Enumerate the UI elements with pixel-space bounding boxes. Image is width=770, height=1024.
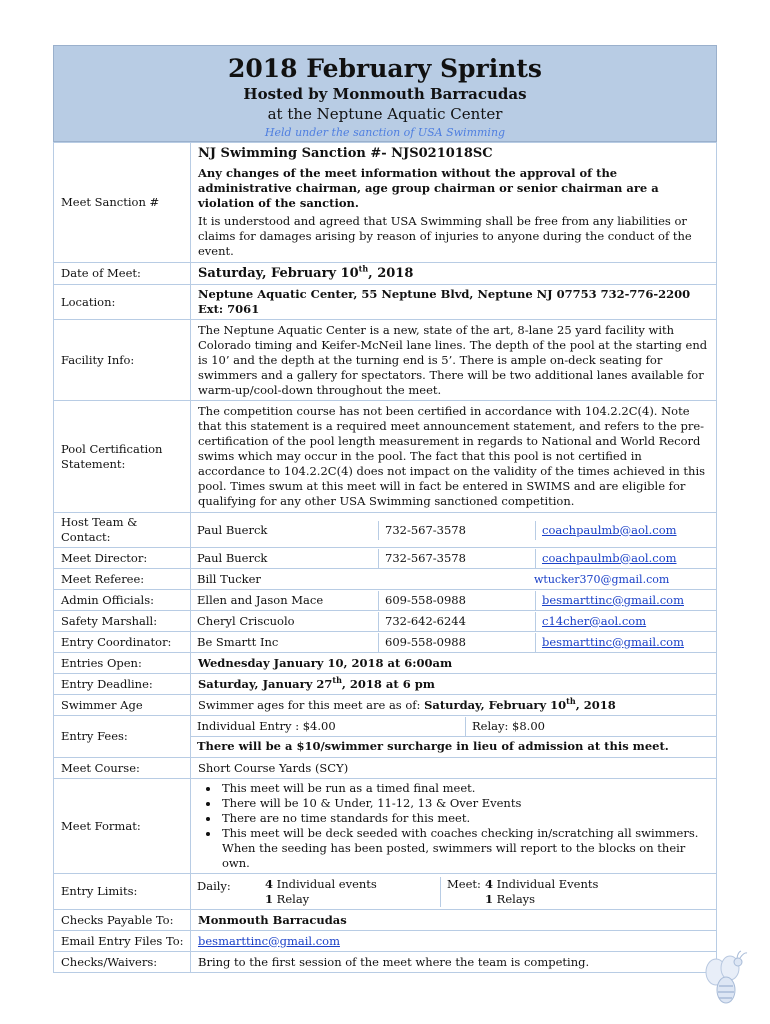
row-contact-1 xyxy=(54,548,717,569)
checks-value: Monmouth Barracudas xyxy=(191,910,717,931)
label-host: Host Team & Contact: xyxy=(54,513,191,548)
row-swimmer-age xyxy=(54,695,717,716)
row-format xyxy=(54,779,717,874)
email-link[interactable]: besmarttinc@gmail.com xyxy=(542,634,684,649)
daily-label: Daily: xyxy=(197,878,231,893)
row-fees xyxy=(54,716,717,758)
list-item: • This meet will be deck seeded with coaches checking in/scratching all swimmers. When the seeding has been posted, swimmers will report to the blocks on their own. xyxy=(220,826,710,871)
surcharge-note: There will be a $10/swimmer surcharge in lieu of admission at this meet. xyxy=(197,739,669,754)
course-value: Short Course Yards (SCY) xyxy=(191,758,717,779)
entry-deadline-value: Saturday, January 27th, 2018 at 6 pm xyxy=(191,674,717,695)
waivers-value: Bring to the first session of the meet where the team is competing. xyxy=(191,952,717,973)
row-email-entry xyxy=(54,931,717,952)
contact-phone: 609-558-0988 xyxy=(379,591,536,610)
row-limits xyxy=(54,874,717,910)
contact-phone: 732-567-3578 xyxy=(379,549,536,568)
meet-label: Meet: xyxy=(441,877,486,907)
row-waivers xyxy=(54,952,717,973)
label-checks: Checks Payable To: xyxy=(54,910,191,931)
row-contact-5 xyxy=(54,632,717,653)
label-entry-coordinator: Entry Coordinator: xyxy=(54,632,191,653)
row-entry-deadline xyxy=(54,674,717,695)
email-link[interactable]: c14cher@aol.com xyxy=(542,613,647,628)
row-date xyxy=(54,263,717,285)
certification-value: The competition course has not been certified in accordance with 104.2.2C(4). Note that this statement is a required meet announcement statement, and refers to the pre-certification of the pool length measurement in regards to National and World Record swims which may occur in the pool. The fact that this pool is not certified in accordance to 104.2.2C(4) does not impact on the validity of the times achieved in this pool. Times swum at this meet will in fact be entered in SWIMS and are eligible for qualifying for any other USA Swimming sanctioned competition. xyxy=(191,401,717,513)
entries-open-value: Wednesday January 10, 2018 at 6:00am xyxy=(191,653,717,674)
label-limits: Entry Limits: xyxy=(54,874,191,910)
relay-fee: Relay: $8.00 xyxy=(466,717,717,737)
label-waivers: Checks/Waivers: xyxy=(54,952,191,973)
sanction-note: Held under the sanction of USA Swimming xyxy=(264,126,506,139)
row-facility xyxy=(54,320,717,401)
list-item: • There are no time standards for this meet. xyxy=(220,811,710,826)
row-contact-4 xyxy=(54,611,717,632)
sanction-number: NJ Swimming Sanction #- NJS021018SC xyxy=(198,146,493,161)
bee-logo-icon xyxy=(700,950,752,1008)
location-value: Neptune Aquatic Center, 55 Neptune Blvd, Neptune NJ 07753 732-776-2200 Ext: 7061 xyxy=(191,285,717,320)
meet-info-table xyxy=(53,142,717,973)
meet-limits: 4 Individual Events 1 Relays xyxy=(485,876,599,906)
email-link[interactable]: besmarttinc@gmail.com xyxy=(542,592,684,607)
host-line: Hosted by Monmouth Barracudas xyxy=(243,85,527,103)
contact-phone: 732-567-3578 xyxy=(379,521,536,540)
page-title: 2018 February Sprints xyxy=(227,54,542,83)
label-entries-open: Entries Open: xyxy=(54,653,191,674)
entry-email-link[interactable]: besmarttinc@gmail.com xyxy=(198,933,340,948)
row-contact-3 xyxy=(54,590,717,611)
contact-name: Paul Buerck xyxy=(197,550,268,565)
label-swimmer-age: Swimmer Age xyxy=(54,695,191,716)
label-email-entry: Email Entry Files To: xyxy=(54,931,191,952)
contact-name: Cheryl Criscuolo xyxy=(197,613,295,628)
meet-announcement xyxy=(53,45,717,973)
email-link[interactable]: wtucker370@gmail.com xyxy=(534,572,670,586)
venue-line: at the Neptune Aquatic Center xyxy=(267,105,503,123)
contact-phone xyxy=(378,570,528,589)
label-format: Meet Format: xyxy=(54,779,191,874)
contact-phone: 732-642-6244 xyxy=(379,612,536,631)
contact-name: Bill Tucker xyxy=(197,571,261,586)
format-list xyxy=(198,781,710,871)
label-date: Date of Meet: xyxy=(54,263,191,285)
row-certification xyxy=(54,401,717,513)
liability-statement: It is understood and agreed that USA Swimming shall be free from any liabilities or claims for damages arising by reason of injuries to anyone during the conduct of the event. xyxy=(198,214,692,258)
label-sanction: Meet Sanction # xyxy=(54,143,191,263)
sanction-warning: Any changes of the meet information without the approval of the administrative chairman, age group chairman or senior chairman are a violation of the sanction. xyxy=(198,166,659,210)
row-entries-open xyxy=(54,653,717,674)
email-link[interactable]: coachpaulmb@aol.com xyxy=(542,522,677,537)
row-course xyxy=(54,758,717,779)
list-item: • This meet will be run as a timed final meet. xyxy=(220,781,710,796)
label-certification: Pool Certification Statement: xyxy=(54,401,191,513)
contact-name: Be Smartt Inc xyxy=(197,634,279,649)
date-value: Saturday, February 10th, 2018 xyxy=(191,263,717,285)
label-facility: Facility Info: xyxy=(54,320,191,401)
label-entry-deadline: Entry Deadline: xyxy=(54,674,191,695)
individual-fee: Individual Entry : $4.00 xyxy=(191,717,466,737)
email-link[interactable]: coachpaulmb@aol.com xyxy=(542,550,677,565)
row-contact-0 xyxy=(54,513,717,548)
label-director: Meet Director: xyxy=(54,548,191,569)
list-item: • There will be 10 & Under, 11-12, 13 & Over Events xyxy=(220,796,710,811)
row-contact-2 xyxy=(54,569,717,590)
swimmer-age-value: Swimmer ages for this meet are as of: Saturday, February 10th, 2018 xyxy=(191,695,717,716)
daily-limits: 4 Individual events 1 Relay xyxy=(265,876,377,906)
label-admin: Admin Officials: xyxy=(54,590,191,611)
label-location: Location: xyxy=(54,285,191,320)
row-checks xyxy=(54,910,717,931)
facility-value: The Neptune Aquatic Center is a new, state of the art, 8-lane 25 yard facility with Colorado timing and Keifer-McNeil lane lines. The depth of the pool at the starting end is 10’ and the depth at the turning end is 5’. There is ample on-deck seating for swimmers and a gallery for spectators. There will be two additional lanes available for warm-up/cool-down throughout the meet. xyxy=(191,320,717,401)
contact-name: Ellen and Jason Mace xyxy=(197,592,324,607)
label-course: Meet Course: xyxy=(54,758,191,779)
contact-phone: 609-558-0988 xyxy=(379,633,536,652)
row-sanction xyxy=(54,143,717,263)
label-fees: Entry Fees: xyxy=(54,716,191,758)
row-location xyxy=(54,285,717,320)
contact-name: Paul Buerck xyxy=(197,522,268,537)
label-safety: Safety Marshall: xyxy=(54,611,191,632)
label-referee: Meet Referee: xyxy=(54,569,191,590)
header-banner xyxy=(53,45,717,142)
